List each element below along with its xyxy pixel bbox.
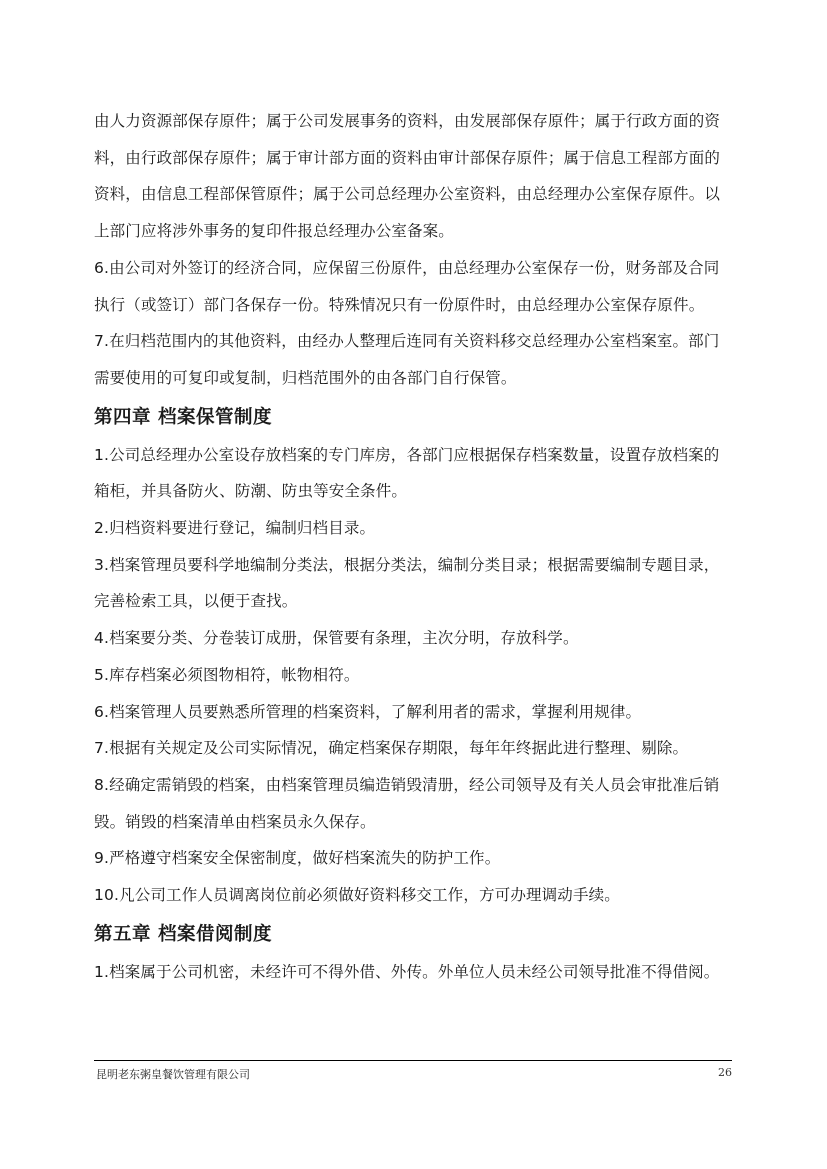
footer-divider [94,1060,732,1061]
chapter-4-item: 2.归档资料要进行登记，编制归档目录。 [94,519,376,538]
paragraph-archive-custody-continued: 由人力资源部保存原件；属于公司发展事务的资料，由发展部保存原件；属于行政方面的资料，由行政部保存原件；属于审计部方面的资料由审计部保存原件；属于信息工程部方面的资料，由信息工程部保管原件；属于公司总经理办公室资料，由总经理办公室保存原件。以上部门应将涉外事务的复印件报总经理办公室备案。 [94,112,721,241]
chapter-4-item: 5.库存档案必须图物相符，帐物相符。 [94,665,360,684]
chapter-4-item: 1.公司总经理办公室设存放档案的专门库房，各部门应根据保存档案数量，设置存放档案的箱柜，并具备防火、防潮、防虫等安全条件。 [94,445,720,501]
chapter-4-item: 3.档案管理员要科学地编制分类法，根据分类法，编制分类目录；根据需要编制专题目录，完善检索工具，以便于查找。 [94,555,720,611]
chapter-5-item: 1.档案属于公司机密，未经许可不得外借、外传。外单位人员未经公司领导批准不得借阅。 [94,962,720,981]
chapter-4-heading: 第四章 档案保管制度 [94,406,272,428]
chapter-4-item: 9.严格遵守档案安全保密制度，做好档案流失的防护工作。 [94,849,501,868]
chapter-4-item: 8.经确定需销毁的档案，由档案管理员编造销毁清册，经公司领导及有关人员会审批准后销毁。销毁的档案清单由档案员永久保存。 [94,775,720,831]
chapter-5-heading: 第五章 档案借阅制度 [94,923,272,945]
chapter-4-item: 6.档案管理人员要熟悉所管理的档案资料，了解利用者的需求，掌握利用规律。 [94,702,642,721]
chapter-4-item: 4.档案要分类、分卷装订成册，保管要有条理，主次分明，存放科学。 [94,629,579,648]
paragraph-item-7-other-materials: 7.在归档范围内的其他资料，由经办人整理后连同有关资料移交总经理办公室档案室。部门需要使用的可复印或复制，归档范围外的由各部门自行保管。 [94,332,720,387]
chapter-4-item: 7.根据有关规定及公司实际情况，确定档案保存期限，每年年终据此进行整理、剔除。 [94,739,689,758]
chapter-4-item: 10.凡公司工作人员调离岗位前必须做好资料移交工作，方可办理调动手续。 [94,886,620,905]
page-number: 26 [718,1066,732,1079]
paragraph-item-6-contracts: 6.由公司对外签订的经济合同，应保留三份原件，由总经理办公室保存一份，财务部及合同执行（或签订）部门各保存一份。特殊情况只有一份原件时，由总经理办公室保存原件。 [94,258,720,314]
page-body [94,103,734,990]
footer-company-name: 昆明老东粥皇餐饮管理有限公司 [96,1068,250,1081]
